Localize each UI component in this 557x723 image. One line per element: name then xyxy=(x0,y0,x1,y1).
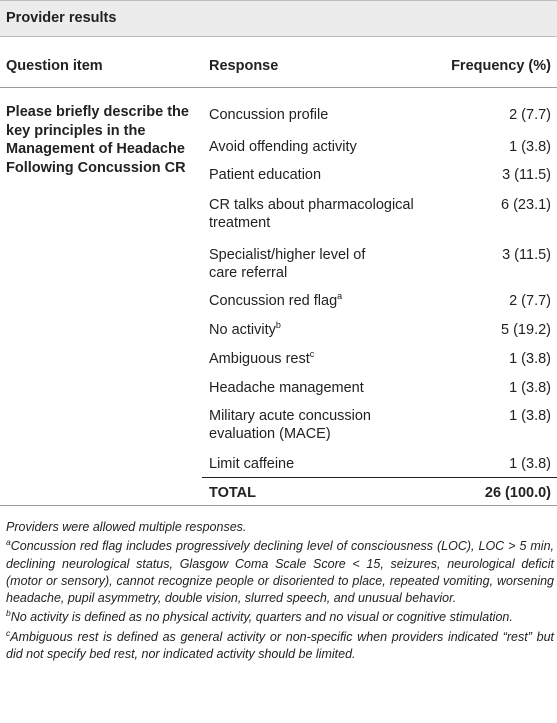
header-frequency: Frequency (%) xyxy=(451,58,551,74)
response-cell: Concussion red flag$^a$ xyxy=(209,291,343,309)
response-cell: Limit caffeine xyxy=(209,456,295,472)
frequency-cell: 2 (7.7) xyxy=(509,107,551,123)
header-response: Response xyxy=(209,58,279,74)
frequency-cell: 2 (7.7) xyxy=(509,293,551,309)
total-label: TOTAL xyxy=(209,485,256,501)
frequency-cell: 3 (11.5) xyxy=(502,247,551,263)
response-cell: Military acute concussion evaluation (MACE) xyxy=(209,408,371,442)
response-cell: No activity$^b$ xyxy=(209,320,281,338)
footnote-a: $^a$Concussion red flag includes progressively declining level of consciousness (LOC), LOC > 5 min, declining neurological status, Glasgow Coma Scale Score < 15, seizures, neurological deficit (motor or sensory), cannot recognize people or disoriented to place, repeated vomiting, worsening headache, pupil asymmetry, double vision, slurred speech, and unusual behavior. xyxy=(6,537,554,606)
table-caption-bar xyxy=(0,0,557,37)
footnote-intro: Providers were allowed multiple responses. xyxy=(6,520,247,534)
footnote-b: $^b$No activity is defined as no physical activity, quarters and no visual or cognitive stimulation. xyxy=(6,608,513,625)
footnote-c: $^c$Ambiguous rest is defined as general activity or non-specific when providers indicated “rest” but did not specify bed rest, nor indicated activity should be limited. xyxy=(6,627,554,662)
frequency-cell: 1 (3.8) xyxy=(509,139,551,155)
response-cell: Headache management xyxy=(209,380,364,396)
table-footnotes xyxy=(6,519,554,665)
response-cell: Patient education xyxy=(209,167,322,183)
total-frequency: 26 (100.0) xyxy=(484,485,551,501)
table-caption: Provider results xyxy=(6,10,117,26)
response-cell: Concussion profile xyxy=(209,107,329,123)
frequency-cell: 1 (3.8) xyxy=(509,351,551,367)
frequency-cell: 3 (11.5) xyxy=(502,167,551,183)
header-question-item: Question item xyxy=(6,58,103,74)
footnote-marker: c xyxy=(309,349,315,360)
question-item-text: Please briefly describe the key principles in the Management of Headache Following Concussion CR xyxy=(6,104,189,176)
response-cell: CR talks about pharmacological treatment xyxy=(209,197,414,231)
footnote-marker: b xyxy=(275,320,281,331)
total-divider xyxy=(202,477,557,478)
footnote-marker: a xyxy=(337,291,343,302)
frequency-cell: 1 (3.8) xyxy=(509,456,551,472)
frequency-cell: 5 (19.2) xyxy=(501,322,551,338)
response-cell: Ambiguous rest$^c$ xyxy=(209,349,315,367)
frequency-cell: 6 (23.1) xyxy=(501,197,551,213)
response-cell: Specialist/higher level of care referral xyxy=(209,247,366,281)
table-header xyxy=(0,52,557,88)
frequency-cell: 1 (3.8) xyxy=(509,380,551,396)
frequency-cell: 1 (3.8) xyxy=(509,408,551,424)
table-bottom-rule xyxy=(0,505,557,506)
response-cell: Avoid offending activity xyxy=(209,139,357,155)
